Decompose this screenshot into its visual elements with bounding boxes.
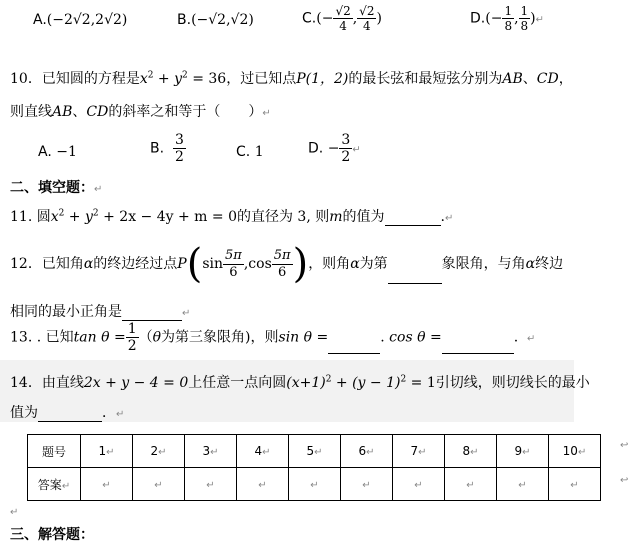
table-cell-number: 6↵ (341, 435, 393, 468)
q14-line1: 14．由直线2x + y − 4 = 0上任意一点向圆$(x+1)^2 + (y - 1)^2 = 1$引切线，则切线长的最小 (10, 374, 590, 391)
q10-option-c: C. 1 (236, 144, 264, 160)
q13: 13. . 已知tan θ = $\frac{1}{2}$ （θ为第三象限角)，则sin θ = . cos θ = . ↵ (10, 321, 536, 354)
q12-line1: 12．已知角α的终边经过点P(sin $\frac{5\pi}{6}$ ,cos $\frac{5\pi}{6}$ )，则角α为第 象限角，与角α终边 (10, 241, 564, 287)
table-cell-number: 8↵ (445, 435, 497, 468)
q9-option-d: D.(− $\frac{1}{8}$ , $\frac{1}{8}$ )↵ (470, 4, 545, 33)
table-cell-answer[interactable]: ↵ (549, 468, 601, 501)
table-cell-answer[interactable]: ↵ (289, 468, 341, 501)
table-cell-number: 5↵ (289, 435, 341, 468)
q10-option-a: A. −1 (38, 144, 77, 160)
q14-line2: 值为 ．↵ (10, 405, 125, 421)
table-cell-number: 7↵ (393, 435, 445, 468)
table-cell-number: 1↵ (81, 435, 133, 468)
q9-option-c: C.(− $\frac{√2}{4}$ , $\frac{√2}{4}$ ) (302, 4, 382, 33)
q12-line2: 相同的最小正角是 ↵ (10, 304, 191, 320)
answer-table (27, 434, 601, 501)
q10-option-d: D. − $\frac{3}{2}$ ↵ (308, 132, 361, 165)
q14-answer-blank[interactable] (38, 408, 102, 422)
section-2-title: 二、填空题：↵ (10, 180, 103, 196)
q11-answer-blank[interactable] (385, 212, 441, 226)
table-row-numbers (28, 435, 601, 468)
table-cell-answer[interactable]: ↵ (133, 468, 185, 501)
table-cell-answer[interactable]: ↵ (81, 468, 133, 501)
table-cell-number: 9↵ (497, 435, 549, 468)
table-cell-answer[interactable]: ↵ (497, 468, 549, 501)
q9-option-b: B.(−√2,√2) (177, 12, 254, 28)
table-cell-number: 2↵ (133, 435, 185, 468)
q13-sin-blank[interactable] (328, 340, 380, 354)
table-cell-number: 3↵ (185, 435, 237, 468)
q11: 11. 圆$x^2 + y^2 + 2x - 4y + m = 0$的直径为 3, 则m的值为 .↵ (10, 208, 454, 225)
paragraph-mark: ↵ (10, 507, 19, 518)
table-cell-answer[interactable]: ↵ (237, 468, 289, 501)
q13-cos-blank[interactable] (442, 340, 514, 354)
table-cell-number: 10↵ (549, 435, 601, 468)
section-3-title: 三、解答题： (10, 527, 94, 543)
table-header-answer: 答案↵ (28, 468, 81, 501)
table-row-end-mark: ↩ (620, 440, 629, 451)
table-row-end-mark: ↩ (620, 475, 629, 486)
table-cell-answer[interactable]: ↵ (445, 468, 497, 501)
q10-option-b: B. $\frac{3}{2}$ (150, 132, 184, 165)
table-header-number: 题号 (28, 435, 81, 468)
table-cell-number: 4↵ (237, 435, 289, 468)
table-cell-answer[interactable]: ↵ (341, 468, 393, 501)
table-row-answers (28, 468, 601, 501)
q10-line2: 则直线AB、CD的斜率之和等于（ ）↵ (10, 104, 271, 120)
table-cell-answer[interactable]: ↵ (393, 468, 445, 501)
q12-angle-blank[interactable] (122, 307, 182, 321)
table-cell-answer[interactable]: ↵ (185, 468, 237, 501)
q9-option-a: A.(−2√2,2√2) (33, 12, 128, 28)
q10-line1: 10．已知圆的方程是$x^2 + y^2 = 36$，过已知点P(1，2)的最长弦和最短弦分别为AB、CD， (10, 70, 573, 87)
q12-quadrant-blank[interactable] (388, 270, 442, 284)
